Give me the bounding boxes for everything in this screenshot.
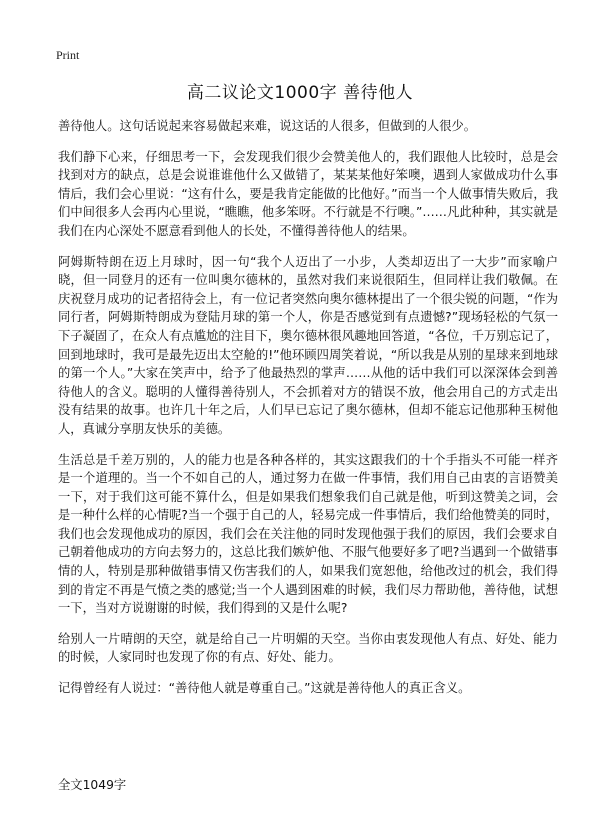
article-body xyxy=(58,117,558,710)
paragraph-conclusion: 记得曾经有人说过：“善待他人就是尊重自己。”这就是善待他人的真正含义。 xyxy=(58,681,471,696)
paragraph-sky-metaphor: 给别人一片晴朗的天空，就是给自己一片明媚的天空。当你由衷发现他人有点、好处、能力的时候，人家同时也发现了你的有点、好处、能力。 xyxy=(58,631,558,665)
paragraph-life-differences: 生活总是千差万别的，人的能力也是各种各样的，其实这跟我们的十个手指头不可能一样齐是一个道理的。当一个不如自己的人，通过努力在做一件事情，我们用自己由衷的言语赞美一下，对于我们这可能不算什么，但是如果我们想象我们自己就是他，听到这赞美之词，会是一种什么样的心情呢?当一个强于自己的人，轻易完成一件事情后，我们给他赞美的同时，我们也会发现他成功的原因，我们会在关注他的同时发现他强于我们的原因，我们会要求自己朝着他成功的方向去努力的，这总比我们嫉妒他、不服气他要好多了吧?当遇到一个做错事情的人，特别是那种做错事情又伤害我们的人，如果我们宽恕他，给他改过的机会，我们得到的肯定不再是气愤之类的感觉;当一个人遇到困难的时候，我们尽力帮助他，善待他，试想一下，当对方说谢谢的时候，我们得到的又是什么呢? xyxy=(58,452,558,616)
paragraph-intro: 善待他人。这句话说起来容易做起来难，说这话的人很多，但做到的人很少。 xyxy=(58,119,477,133)
print-link[interactable]: Print xyxy=(56,48,80,62)
word-count: 全文1049字 xyxy=(58,778,127,792)
paragraph-reflection: 我们静下心来，仔细思考一下，会发现我们很少会赞美他人的，我们跟他人比较时，总是会找到对方的缺点，总是会说谁谁他什么又做错了，某某某他好笨噢，遇到人家做成功什么事情后，我们会心里说：“这有什么，要是我肯定能做的比他好。”而当一个人做事情失败后，我们中间很多人会再内心里说，“瞧瞧，他多笨呀。不行就是不行噢。”……凡此种种，其实就是我们在内心深处不愿意看到他人的长处，不懂得善待他人的结果。 xyxy=(58,149,558,238)
page-title: 高二议论文1000字 善待他人 xyxy=(186,83,414,103)
paragraph-armstrong-story: 阿姆斯特朗在迈上月球时，因一句“我个人迈出了一小步，人类却迈出了一大步”而家喻户晓，但一同登月的还有一位叫奥尔德林的，虽然对我们来说很陌生，但同样让我们敬佩。在庆祝登月成功的记者招待会上，有一位记者突然向奥尔德林提出了一个很尖锐的问题，“作为同行者，阿姆斯特朗成为登陆月球的第一个人，你是否感觉到有点遗憾?”现场轻松的气氛一下子凝固了，在众人有点尴尬的注目下，奥尔德林很风趣地回答道，“各位，千万别忘记了，回到地球时，我可是最先迈出太空舱的!”他环顾四周笑着说，“所以我是从别的星球来到地球的第一个人。”大家在笑声中，给予了他最热烈的掌声……从他的话中我们可以深深体会到善待他人的含义。聪明的人懂得善待别人，不会抓着对方的错误不放，他会用自己的方式走出没有结果的故事。也许几十年之后，人们早已忘记了奥尔德林，但却不能忘记他那种玉树他人，真诚分享朋友快乐的美德。 xyxy=(58,254,558,436)
